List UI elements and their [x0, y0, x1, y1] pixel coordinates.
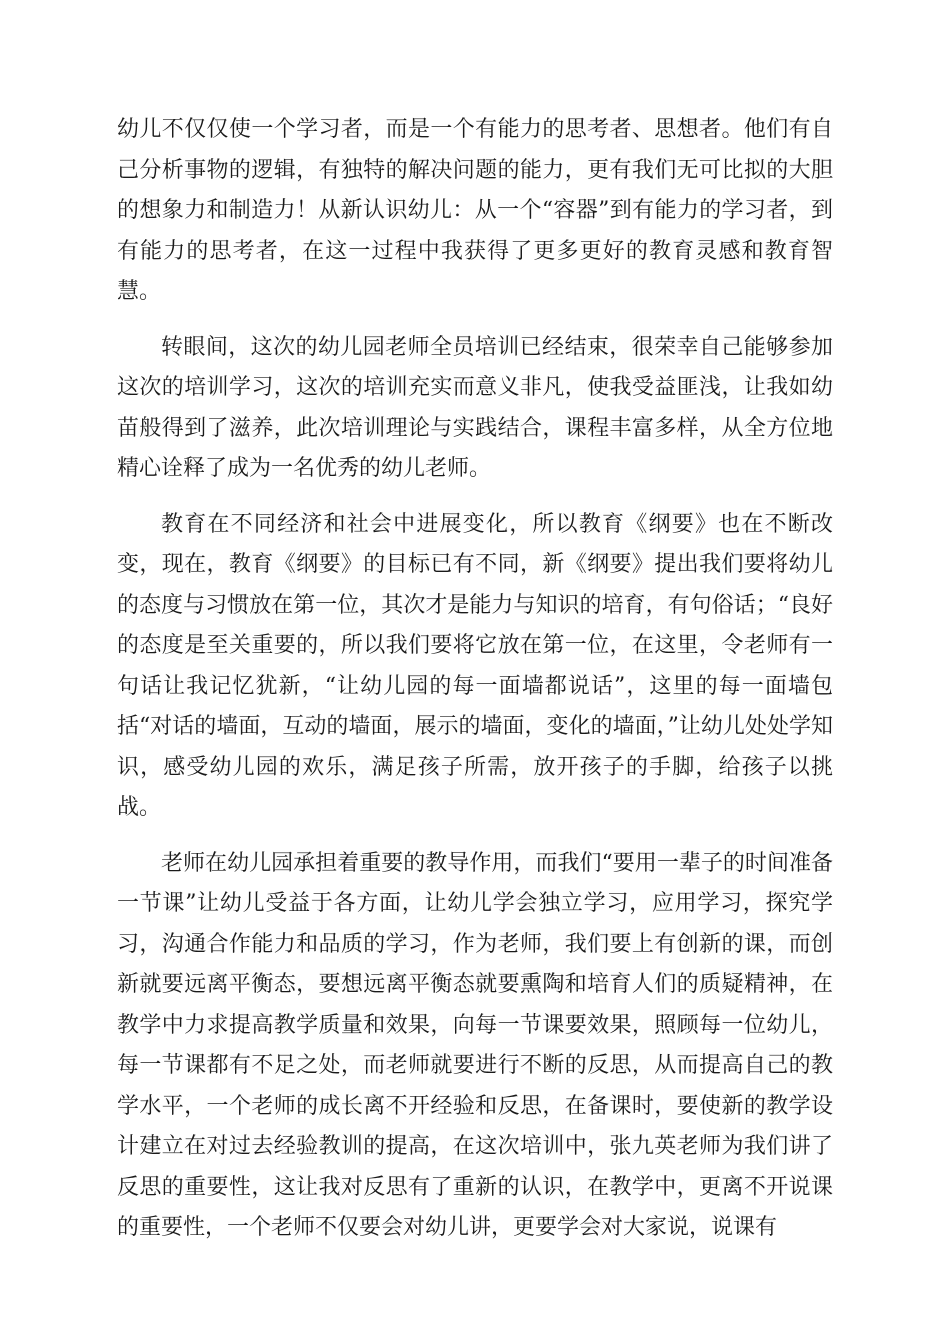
- paragraph-3: 教育在不同经济和社会中进展变化，所以教育《纲要》也在不断改变，现在，教育《纲要》的目标已有不同，新《纲要》提出我们要将幼儿的态度与习惯放在第一位，其次才是能力与知识的培育，有句俗话；“良好的态度是至关重要的，所以我们要将它放在第一位，在这里，令老师有一句话让我记忆犹新，“让幼儿园的每一面墙都说话”，这里的每一面墙包括“对话的墙面，互动的墙面，展示的墙面，变化的墙面，”让幼儿处处学知识，感受幼儿园的欢乐，满足孩子所需，放开孩子的手脚，给孩子以挑战。: [117, 511, 833, 820]
- document-body: [117, 110, 833, 1264]
- paragraph-1: 幼儿不仅仅使一个学习者，而是一个有能力的思考者、思想者。他们有自己分析事物的逻辑，有独特的解决问题的能力，更有我们无可比拟的大胆的想象力和制造力！从新认识幼儿：从一个“容器”到有能力的学习者，到有能力的思考者，在这一过程中我获得了更多更好的教育灵感和教育智慧。: [117, 117, 833, 304]
- paragraph-2: 转眼间，这次的幼儿园老师全员培训已经结束，很荣幸自己能够参加这次的培训学习，这次的培训充实而意义非凡，使我受益匪浅，让我如幼苗般得到了滋养，此次培训理论与实践结合，课程丰富多样，从全方位地精心诠释了成为一名优秀的幼儿老师。: [117, 334, 833, 481]
- paragraph-4: 老师在幼儿园承担着重要的教导作用，而我们“要用一辈子的时间准备一节课”让幼儿受益于各方面，让幼儿学会独立学习，应用学习，探究学习，沟通合作能力和品质的学习，作为老师，我们要上有创新的课，而创新就要远离平衡态，要想远离平衡态就要熏陶和培育人们的质疑精神，在教学中力求提高教学质量和效果，向每一节课要效果，照顾每一位幼儿，每一节课都有不足之处，而老师就要进行不断的反思，从而提高自己的教学水平，一个老师的成长离不开经验和反思，在备课时，要使新的教学设计建立在对过去经验教训的提高，在这次培训中，张九英老师为我们讲了反思的重要性，这让我对反思有了重新的认识，在教学中，更离不开说课的重要性，一个老师不仅要会对幼儿讲，更要学会对大家说，说课有: [117, 850, 833, 1240]
